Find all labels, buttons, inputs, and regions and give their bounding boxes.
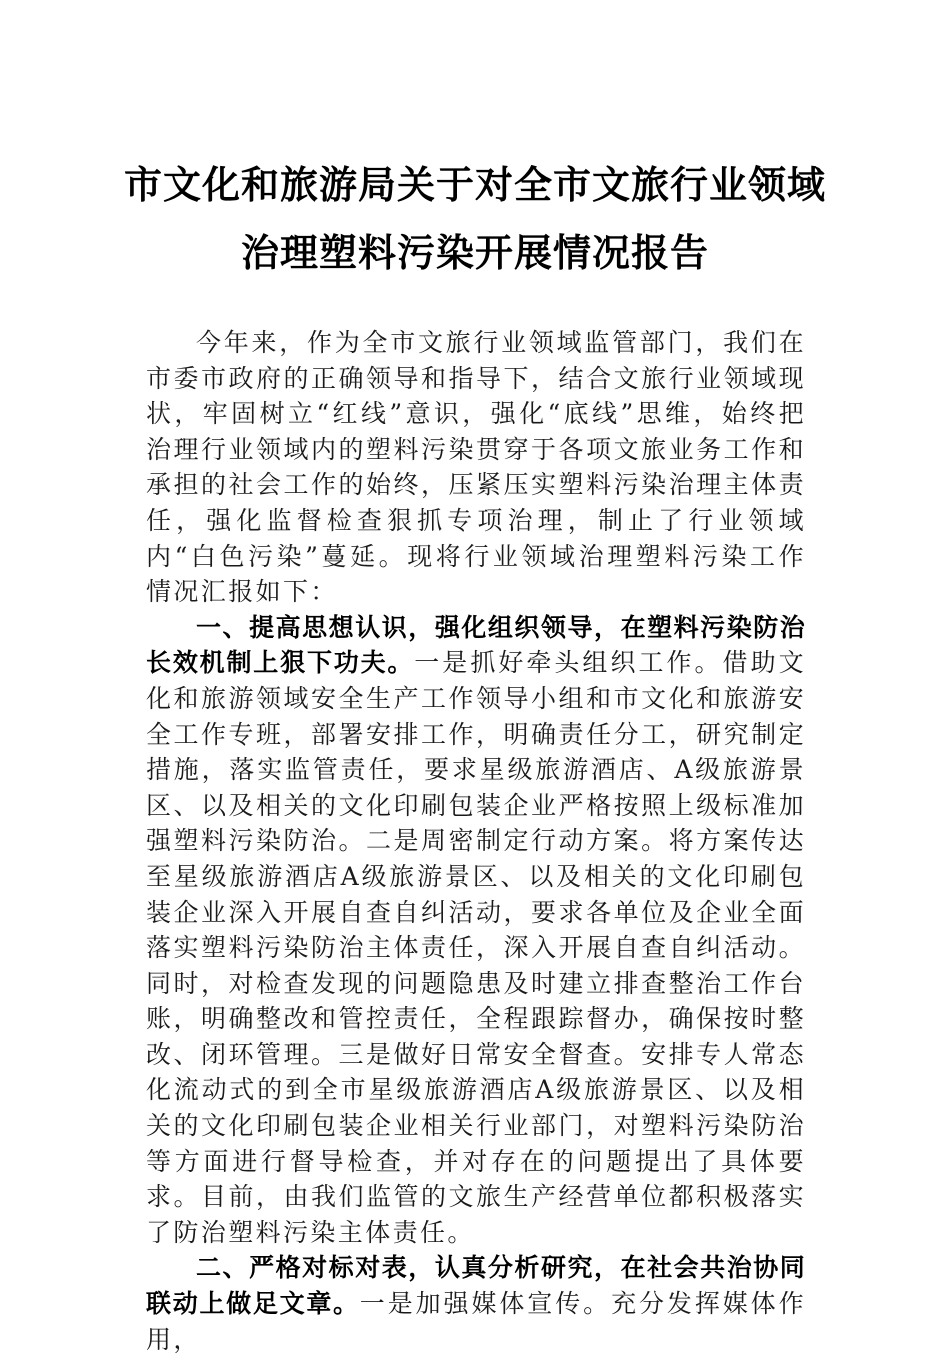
document-title-line-2: 治理塑料污染开展情况报告 [240, 230, 709, 275]
section-two-paragraph [146, 1250, 806, 1357]
section-one-text: 一是抓好牵头组织工作。借助文化和旅游领域安全生产工作领导小组和市文化和旅游安全工作专班，部署安排工作，明确责任分工，研究制定措施，落实监管责任，要求星级旅游酒店、A级旅游景区、以及相关的文化印刷包装企业严格按照上级标准加强塑料污染防治。二是周密制定行动方案。将方案传达至星级旅游酒店A级旅游景区、以及相关的文化印刷包装企业深入开展自查自纠活动，要求各单位及企业全面落实塑料污染防治主体责任，深入开展自查自纠活动。同时，对检查发现的问题隐患及时建立排查整治工作台账，明确整改和管控责任，全程跟踪督办，确保按时整改、闭环管理。三是做好日常安全督查。安排专人常态化流动式的到全市星级旅游酒店A级旅游景区、以及相关的文化印刷包装企业相关行业部门，对塑料污染防治等方面进行督导检查，并对存在的问题提出了具体要求。目前，由我们监管的文旅生产经营单位都积极落实了防治塑料污染主体责任。 [146, 648, 806, 1247]
section-two-heading: 二、严格对标对表，认真分析研究，在社会共治协同联动上做足文章。 [146, 1253, 806, 1319]
section-one-heading: 一、提高思想认识，强化组织领导，在塑料污染防治长效机制上狠下功夫。 [146, 612, 806, 678]
section-one-paragraph [146, 610, 806, 1251]
section-two-text: 一是加强媒体宣传。充分发挥媒体作用， [146, 1289, 806, 1354]
document-title-line-1: 市文化和旅游局关于对全市文旅行业领域 [123, 162, 826, 207]
intro-paragraph-text: 今年来，作为全市文旅行业领域监管部门，我们在市委市政府的正确领导和指导下，结合文旅行业领域现状，牢固树立“红线”意识，强化“底线”思维，始终把治理行业领域内的塑料污染贯穿于各项文旅业务工作和承担的社会工作的始终，压紧压实塑料污染治理主体责任，强化监督检查狠抓专项治理，制止了行业领域内“白色污染”蔓延。现将行业领域治理塑料污染工作情况汇报如下： [146, 328, 806, 607]
document-body [146, 325, 806, 1357]
intro-paragraph [146, 325, 806, 610]
